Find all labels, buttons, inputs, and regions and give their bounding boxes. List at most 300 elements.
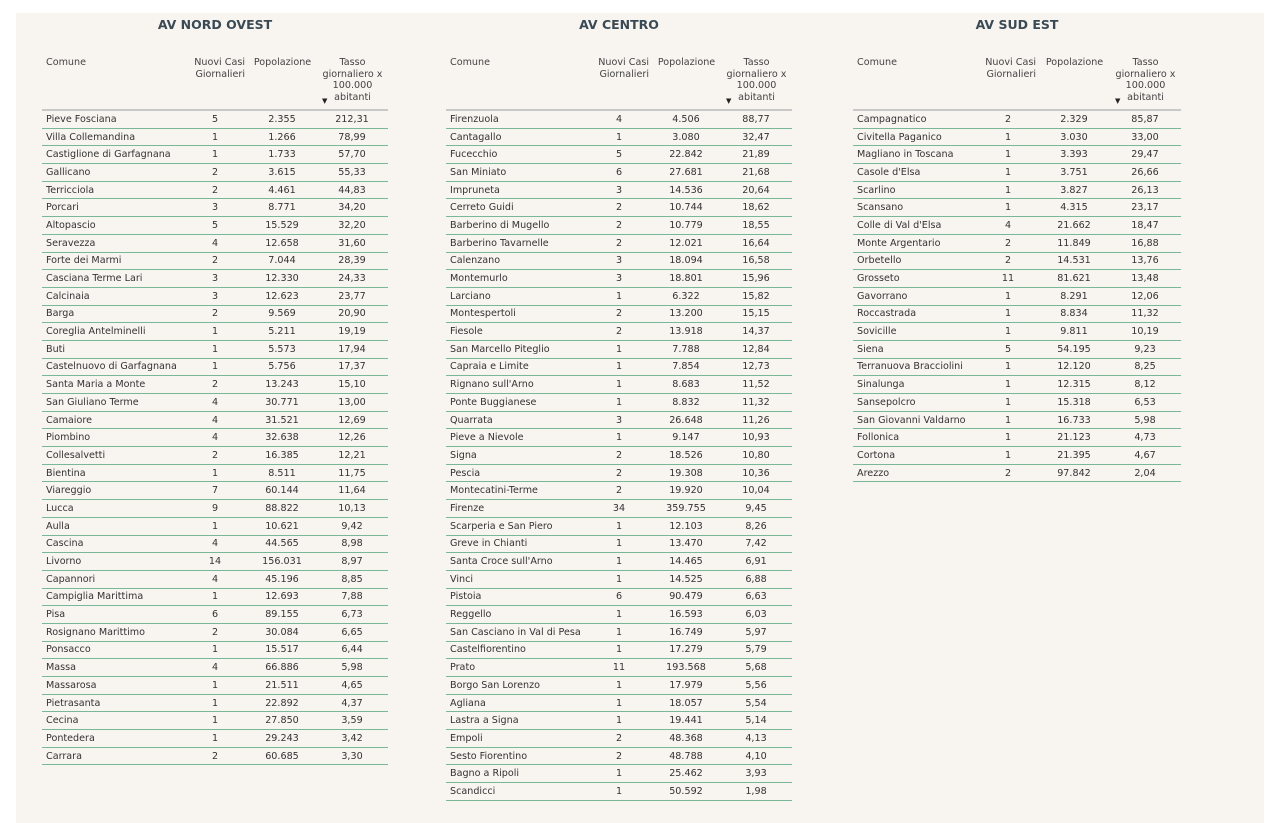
- cell-tasso: 15,15: [720, 305, 792, 323]
- cell-tasso: 5,98: [316, 659, 388, 677]
- cell-popolazione: 11.849: [1039, 234, 1109, 252]
- cell-nuovi-casi: 11: [977, 270, 1039, 288]
- cell-tasso: 5,97: [720, 623, 792, 641]
- cell-comune: Civitella Paganico: [853, 128, 977, 146]
- cell-tasso: 13,76: [1109, 252, 1181, 270]
- cell-nuovi-casi: 4: [182, 570, 248, 588]
- cell-tasso: 11,26: [720, 411, 792, 429]
- cell-nuovi-casi: 1: [182, 694, 248, 712]
- cell-nuovi-casi: 1: [977, 199, 1039, 217]
- cell-comune: Agliana: [446, 694, 586, 712]
- cell-tasso: 212,31: [316, 110, 388, 128]
- cell-comune: Fucecchio: [446, 146, 586, 164]
- table-row: [446, 553, 792, 571]
- cell-tasso: 16,88: [1109, 234, 1181, 252]
- cell-nuovi-casi: 2: [182, 447, 248, 465]
- cell-tasso: 6,73: [316, 606, 388, 624]
- table-row: [42, 482, 388, 500]
- cell-nuovi-casi: 1: [586, 287, 652, 305]
- table-row: [853, 199, 1181, 217]
- cell-popolazione: 9.569: [248, 305, 316, 323]
- cell-comune: Villa Collemandina: [42, 128, 182, 146]
- cell-popolazione: 12.330: [248, 270, 316, 288]
- cell-comune: Borgo San Lorenzo: [446, 677, 586, 695]
- cell-comune: San Giuliano Terme: [42, 394, 182, 412]
- cell-comune: Massa: [42, 659, 182, 677]
- cell-popolazione: 7.788: [652, 340, 720, 358]
- header-tasso[interactable]: [316, 55, 388, 110]
- area-title: AV CENTRO: [579, 17, 659, 32]
- cell-popolazione: 97.842: [1039, 464, 1109, 482]
- cell-comune: Reggello: [446, 606, 586, 624]
- table-row: [446, 765, 792, 783]
- table-row: [42, 641, 388, 659]
- table-row: [853, 181, 1181, 199]
- cell-tasso: 4,10: [720, 747, 792, 765]
- cell-nuovi-casi: 4: [977, 217, 1039, 235]
- cell-nuovi-casi: 1: [182, 641, 248, 659]
- area-title: AV SUD EST: [975, 17, 1059, 32]
- cell-nuovi-casi: 1: [586, 694, 652, 712]
- cell-popolazione: 193.568: [652, 659, 720, 677]
- table-row: [42, 358, 388, 376]
- cell-comune: Barberino Tavarnelle: [446, 234, 586, 252]
- cell-comune: Casole d'Elsa: [853, 164, 977, 182]
- cell-tasso: 10,19: [1109, 323, 1181, 341]
- cell-nuovi-casi: 4: [182, 394, 248, 412]
- cell-comune: Pieve Fosciana: [42, 110, 182, 128]
- cell-popolazione: 4.315: [1039, 199, 1109, 217]
- cell-popolazione: 359.755: [652, 500, 720, 518]
- cell-comune: Santa Croce sull'Arno: [446, 553, 586, 571]
- cell-popolazione: 15.318: [1039, 394, 1109, 412]
- cell-nuovi-casi: 1: [182, 340, 248, 358]
- table-row: [446, 252, 792, 270]
- table-row: [853, 323, 1181, 341]
- header-popolazione[interactable]: Popolazione: [652, 55, 720, 110]
- cell-comune: San Giovanni Valdarno: [853, 411, 977, 429]
- cell-popolazione: 19.441: [652, 712, 720, 730]
- cell-popolazione: 3.030: [1039, 128, 1109, 146]
- table-row: [446, 287, 792, 305]
- sort-descending-icon[interactable]: ▼: [322, 96, 328, 105]
- cell-popolazione: 9.147: [652, 429, 720, 447]
- cell-nuovi-casi: 2: [586, 482, 652, 500]
- table-row: [446, 712, 792, 730]
- cell-tasso: 11,64: [316, 482, 388, 500]
- cell-comune: Casciana Terme Lari: [42, 270, 182, 288]
- cell-comune: Capannori: [42, 570, 182, 588]
- cell-popolazione: 14.531: [1039, 252, 1109, 270]
- table-row: [42, 623, 388, 641]
- cell-comune: Cerreto Guidi: [446, 199, 586, 217]
- header-comune[interactable]: Comune: [42, 55, 182, 110]
- table-row: [446, 747, 792, 765]
- cell-popolazione: 18.526: [652, 447, 720, 465]
- cell-popolazione: 27.681: [652, 164, 720, 182]
- cell-comune: Quarrata: [446, 411, 586, 429]
- cell-comune: Piombino: [42, 429, 182, 447]
- cell-tasso: 16,64: [720, 234, 792, 252]
- cell-popolazione: 12.315: [1039, 376, 1109, 394]
- cell-nuovi-casi: 1: [977, 358, 1039, 376]
- table-row: [446, 270, 792, 288]
- cell-tasso: 16,58: [720, 252, 792, 270]
- cell-popolazione: 48.368: [652, 730, 720, 748]
- cell-comune: Siena: [853, 340, 977, 358]
- cell-popolazione: 12.120: [1039, 358, 1109, 376]
- cell-popolazione: 17.979: [652, 677, 720, 695]
- header-tasso[interactable]: [1109, 55, 1181, 110]
- cell-tasso: 8,97: [316, 553, 388, 571]
- cell-comune: Rignano sull'Arno: [446, 376, 586, 394]
- cell-comune: Pistoia: [446, 588, 586, 606]
- cell-tasso: 6,88: [720, 570, 792, 588]
- cell-popolazione: 12.693: [248, 588, 316, 606]
- cell-tasso: 1,98: [720, 783, 792, 801]
- cell-comune: Sesto Fiorentino: [446, 747, 586, 765]
- cell-nuovi-casi: 1: [586, 535, 652, 553]
- cell-popolazione: 22.842: [652, 146, 720, 164]
- cell-tasso: 4,37: [316, 694, 388, 712]
- cell-popolazione: 15.529: [248, 217, 316, 235]
- cell-comune: Firenzuola: [446, 110, 586, 128]
- cell-comune: Calenzano: [446, 252, 586, 270]
- cell-comune: San Casciano in Val di Pesa: [446, 623, 586, 641]
- cell-tasso: 21,89: [720, 146, 792, 164]
- cell-popolazione: 90.479: [652, 588, 720, 606]
- cell-popolazione: 3.751: [1039, 164, 1109, 182]
- table-row: [446, 429, 792, 447]
- cell-nuovi-casi: 1: [586, 394, 652, 412]
- cell-tasso: 18,55: [720, 217, 792, 235]
- cell-nuovi-casi: 3: [586, 252, 652, 270]
- cell-nuovi-casi: 4: [182, 429, 248, 447]
- cell-popolazione: 14.525: [652, 570, 720, 588]
- cell-popolazione: 18.057: [652, 694, 720, 712]
- header-popolazione[interactable]: Popolazione: [1039, 55, 1109, 110]
- cell-comune: Magliano in Toscana: [853, 146, 977, 164]
- cell-tasso: 5,68: [720, 659, 792, 677]
- cell-nuovi-casi: 1: [977, 305, 1039, 323]
- cell-nuovi-casi: 5: [182, 110, 248, 128]
- cell-comune: Pescia: [446, 464, 586, 482]
- cell-comune: Campiglia Marittima: [42, 588, 182, 606]
- cell-popolazione: 4.506: [652, 110, 720, 128]
- table-row: [42, 429, 388, 447]
- cell-popolazione: 60.685: [248, 747, 316, 765]
- cell-popolazione: 8.771: [248, 199, 316, 217]
- cell-tasso: 10,80: [720, 447, 792, 465]
- cell-tasso: 12,84: [720, 340, 792, 358]
- cell-comune: Pontedera: [42, 730, 182, 748]
- header-nuovi-casi[interactable]: Nuovi Casi Giornalieri: [586, 55, 652, 110]
- table-row: [853, 394, 1181, 412]
- table-row: [42, 500, 388, 518]
- cell-nuovi-casi: 1: [977, 287, 1039, 305]
- cell-nuovi-casi: 6: [586, 588, 652, 606]
- table-row: [42, 110, 388, 128]
- table-row: [446, 464, 792, 482]
- cell-popolazione: 10.621: [248, 517, 316, 535]
- cell-comune: Terranuova Bracciolini: [853, 358, 977, 376]
- table-row: [42, 464, 388, 482]
- cell-comune: Fiesole: [446, 323, 586, 341]
- cell-tasso: 55,33: [316, 164, 388, 182]
- cell-popolazione: 12.021: [652, 234, 720, 252]
- cell-comune: Scarperia e San Piero: [446, 517, 586, 535]
- header-tasso[interactable]: [720, 55, 792, 110]
- cell-popolazione: 25.462: [652, 765, 720, 783]
- cell-tasso: 24,33: [316, 270, 388, 288]
- cell-nuovi-casi: 2: [977, 464, 1039, 482]
- table-row: [446, 340, 792, 358]
- cell-tasso: 10,93: [720, 429, 792, 447]
- cell-comune: Massarosa: [42, 677, 182, 695]
- cell-tasso: 3,30: [316, 747, 388, 765]
- cell-popolazione: 6.322: [652, 287, 720, 305]
- cell-comune: Monte Argentario: [853, 234, 977, 252]
- cell-popolazione: 8.834: [1039, 305, 1109, 323]
- cell-comune: Castiglione di Garfagnana: [42, 146, 182, 164]
- cell-nuovi-casi: 2: [586, 447, 652, 465]
- cell-tasso: 11,32: [1109, 305, 1181, 323]
- cell-popolazione: 8.291: [1039, 287, 1109, 305]
- cell-comune: Empoli: [446, 730, 586, 748]
- cell-tasso: 6,53: [1109, 394, 1181, 412]
- cell-popolazione: 18.094: [652, 252, 720, 270]
- cell-tasso: 12,21: [316, 447, 388, 465]
- table-row: [42, 128, 388, 146]
- cell-nuovi-casi: 4: [182, 535, 248, 553]
- cell-nuovi-casi: 1: [586, 783, 652, 801]
- cell-nuovi-casi: 1: [182, 464, 248, 482]
- cell-popolazione: 16.593: [652, 606, 720, 624]
- cell-popolazione: 8.832: [652, 394, 720, 412]
- table-row: [42, 340, 388, 358]
- table-header-row: [853, 55, 1181, 110]
- cell-nuovi-casi: 1: [586, 641, 652, 659]
- table-row: [446, 517, 792, 535]
- cell-comune: Follonica: [853, 429, 977, 447]
- cell-popolazione: 89.155: [248, 606, 316, 624]
- cell-popolazione: 5.211: [248, 323, 316, 341]
- table-row: [42, 447, 388, 465]
- cell-tasso: 5,79: [720, 641, 792, 659]
- cell-nuovi-casi: 1: [586, 570, 652, 588]
- table-row: [42, 588, 388, 606]
- sort-descending-icon[interactable]: ▼: [1115, 96, 1121, 105]
- cell-comune: Calcinaia: [42, 287, 182, 305]
- cell-popolazione: 19.920: [652, 482, 720, 500]
- table-row: [446, 588, 792, 606]
- cell-comune: Capraia e Limite: [446, 358, 586, 376]
- cell-comune: Forte dei Marmi: [42, 252, 182, 270]
- header-nuovi-casi[interactable]: Nuovi Casi Giornalieri: [182, 55, 248, 110]
- cell-nuovi-casi: 7: [182, 482, 248, 500]
- cell-popolazione: 1.733: [248, 146, 316, 164]
- cell-nuovi-casi: 6: [182, 606, 248, 624]
- cell-tasso: 34,20: [316, 199, 388, 217]
- cell-popolazione: 81.621: [1039, 270, 1109, 288]
- cell-tasso: 12,06: [1109, 287, 1181, 305]
- cell-tasso: 10,36: [720, 464, 792, 482]
- cell-popolazione: 12.658: [248, 234, 316, 252]
- cell-tasso: 26,13: [1109, 181, 1181, 199]
- header-tasso-label: Tasso giornaliero x 100.000 abitanti: [726, 57, 787, 103]
- cell-popolazione: 4.461: [248, 181, 316, 199]
- table-row: [42, 181, 388, 199]
- cell-tasso: 6,03: [720, 606, 792, 624]
- table-row: [446, 783, 792, 801]
- cell-nuovi-casi: 1: [586, 765, 652, 783]
- dashboard-panel: [16, 13, 1264, 823]
- table-row: [446, 641, 792, 659]
- table-row: [42, 517, 388, 535]
- cell-tasso: 18,47: [1109, 217, 1181, 235]
- cell-popolazione: 31.521: [248, 411, 316, 429]
- cell-nuovi-casi: 2: [586, 464, 652, 482]
- cell-popolazione: 27.850: [248, 712, 316, 730]
- cell-popolazione: 15.517: [248, 641, 316, 659]
- cell-nuovi-casi: 1: [182, 588, 248, 606]
- cell-nuovi-casi: 1: [977, 323, 1039, 341]
- cell-popolazione: 22.892: [248, 694, 316, 712]
- table-row: [446, 694, 792, 712]
- cell-popolazione: 5.756: [248, 358, 316, 376]
- cell-comune: Seravezza: [42, 234, 182, 252]
- cell-comune: Sovicille: [853, 323, 977, 341]
- cell-popolazione: 30.084: [248, 623, 316, 641]
- table-row: [446, 411, 792, 429]
- cell-nuovi-casi: 1: [586, 429, 652, 447]
- cell-popolazione: 7.854: [652, 358, 720, 376]
- header-popolazione[interactable]: Popolazione: [248, 55, 316, 110]
- cell-nuovi-casi: 2: [586, 234, 652, 252]
- cell-comune: Cecina: [42, 712, 182, 730]
- cell-tasso: 3,42: [316, 730, 388, 748]
- table-row: [853, 110, 1181, 128]
- cell-nuovi-casi: 1: [977, 128, 1039, 146]
- table-row: [42, 252, 388, 270]
- cell-popolazione: 12.623: [248, 287, 316, 305]
- table-row: [42, 287, 388, 305]
- cell-comune: Sinalunga: [853, 376, 977, 394]
- table-row: [446, 234, 792, 252]
- cell-tasso: 4,13: [720, 730, 792, 748]
- cell-tasso: 13,48: [1109, 270, 1181, 288]
- cell-popolazione: 14.465: [652, 553, 720, 571]
- header-comune[interactable]: Comune: [446, 55, 586, 110]
- cell-nuovi-casi: 3: [586, 181, 652, 199]
- cell-nuovi-casi: 2: [182, 305, 248, 323]
- cell-popolazione: 13.243: [248, 376, 316, 394]
- cell-tasso: 15,10: [316, 376, 388, 394]
- cell-nuovi-casi: 2: [586, 747, 652, 765]
- table-row: [42, 553, 388, 571]
- table-row: [446, 110, 792, 128]
- cell-comune: Castelfiorentino: [446, 641, 586, 659]
- cell-tasso: 8,12: [1109, 376, 1181, 394]
- table-row: [42, 659, 388, 677]
- cell-nuovi-casi: 11: [586, 659, 652, 677]
- cell-comune: Roccastrada: [853, 305, 977, 323]
- table-row: [446, 181, 792, 199]
- cell-popolazione: 12.103: [652, 517, 720, 535]
- cell-tasso: 8,26: [720, 517, 792, 535]
- cell-tasso: 23,17: [1109, 199, 1181, 217]
- cell-nuovi-casi: 4: [182, 234, 248, 252]
- cell-nuovi-casi: 1: [586, 606, 652, 624]
- cell-comune: Montemurlo: [446, 270, 586, 288]
- cell-comune: Scansano: [853, 199, 977, 217]
- table-row: [446, 376, 792, 394]
- table-row: [853, 252, 1181, 270]
- cell-nuovi-casi: 1: [977, 376, 1039, 394]
- table-row: [42, 747, 388, 765]
- cell-nuovi-casi: 2: [586, 305, 652, 323]
- cell-comune: Pisa: [42, 606, 182, 624]
- table-row: [42, 570, 388, 588]
- cell-tasso: 7,88: [316, 588, 388, 606]
- cell-tasso: 4,73: [1109, 429, 1181, 447]
- table-row: [446, 606, 792, 624]
- cell-tasso: 10,13: [316, 500, 388, 518]
- cell-comune: Sansepolcro: [853, 394, 977, 412]
- table-row: [42, 730, 388, 748]
- cell-popolazione: 5.573: [248, 340, 316, 358]
- cell-tasso: 3,93: [720, 765, 792, 783]
- cell-comune: Scandicci: [446, 783, 586, 801]
- table-row: [853, 128, 1181, 146]
- table-row: [42, 146, 388, 164]
- table-row: [446, 535, 792, 553]
- cell-comune: Greve in Chianti: [446, 535, 586, 553]
- cell-nuovi-casi: 2: [586, 199, 652, 217]
- cell-tasso: 6,91: [720, 553, 792, 571]
- cell-nuovi-casi: 2: [977, 252, 1039, 270]
- cell-popolazione: 13.918: [652, 323, 720, 341]
- table-row: [446, 447, 792, 465]
- cell-nuovi-casi: 9: [182, 500, 248, 518]
- cell-nuovi-casi: 1: [182, 712, 248, 730]
- cell-nuovi-casi: 1: [182, 358, 248, 376]
- cell-tasso: 28,39: [316, 252, 388, 270]
- cell-comune: Signa: [446, 447, 586, 465]
- cell-nuovi-casi: 2: [182, 747, 248, 765]
- cell-nuovi-casi: 4: [586, 110, 652, 128]
- table-row: [446, 570, 792, 588]
- cell-comune: Campagnatico: [853, 110, 977, 128]
- cell-comune: Rosignano Marittimo: [42, 623, 182, 641]
- cell-tasso: 5,54: [720, 694, 792, 712]
- header-comune[interactable]: Comune: [853, 55, 977, 110]
- cell-comune: Terricciola: [42, 181, 182, 199]
- header-nuovi-casi[interactable]: Nuovi Casi Giornalieri: [977, 55, 1039, 110]
- cell-nuovi-casi: 3: [586, 411, 652, 429]
- cell-nuovi-casi: 5: [586, 146, 652, 164]
- cell-tasso: 6,65: [316, 623, 388, 641]
- cell-popolazione: 16.749: [652, 623, 720, 641]
- cell-nuovi-casi: 3: [586, 270, 652, 288]
- table-row: [446, 146, 792, 164]
- cell-nuovi-casi: 4: [182, 411, 248, 429]
- cell-nuovi-casi: 1: [586, 553, 652, 571]
- cell-tasso: 32,47: [720, 128, 792, 146]
- table-row: [853, 270, 1181, 288]
- sort-descending-icon[interactable]: ▼: [726, 96, 732, 105]
- cell-comune: Larciano: [446, 287, 586, 305]
